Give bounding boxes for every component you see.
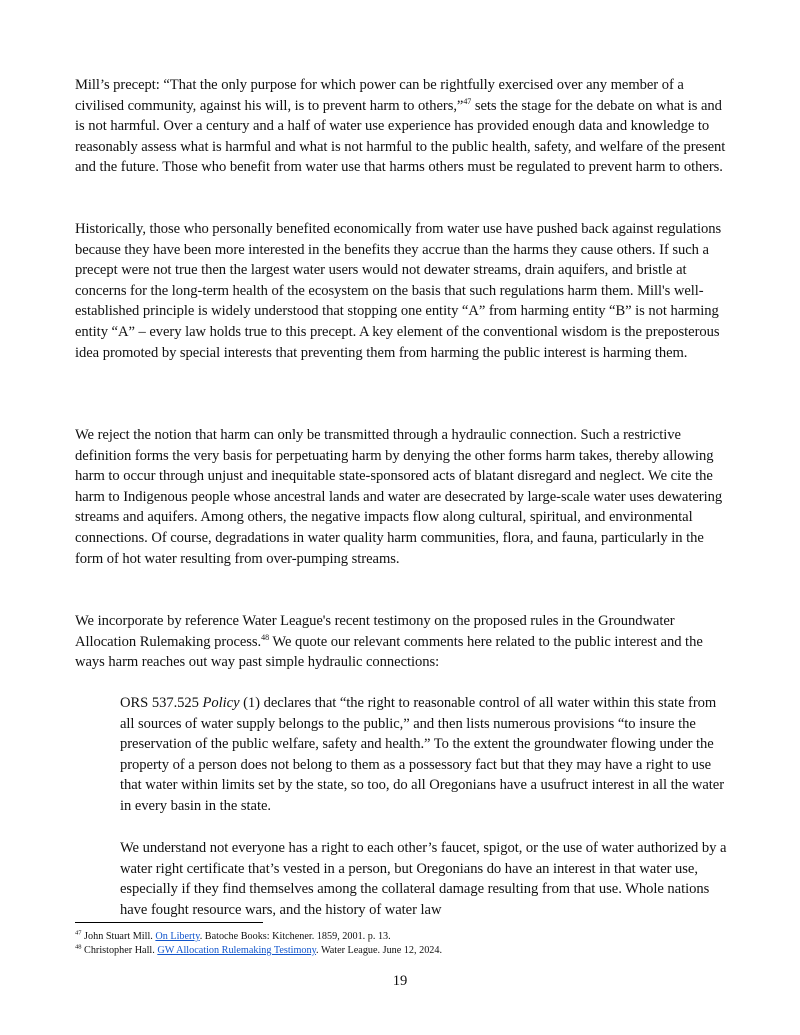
paragraph-text: We incorporate by reference Water League's recent testimony on the proposed rules in the Groundwater Allocation Rulemaking process.	[75, 613, 675, 650]
footnote-text: John Stuart Mill.	[81, 931, 156, 942]
paragraph-text: We quote our relevant comments here related to the public interest and the ways harm reaches out way past simple hydraulic connections:	[75, 633, 703, 671]
footnote-text: . Batoche Books: Kitchener. 1859, 2001. p. 13.	[199, 931, 391, 942]
quote-text: ORS 537.525	[120, 695, 203, 711]
quote-text: (1) declares that “the right to reasonable control of all water within this state from all sources of water supply belongs to the public,” and then lists numerous provisions “to insure the preservation of the public welfare, safety and health.” To the extent the groundwater flowing under the property of a person does not belong to them as a possessory fact but that they may have a right to use that water within limits set by the state, so too, do all Oregonians have a usufruct interest in all the water in every basin in the state.	[120, 695, 725, 814]
footnote-text: . Water League. June 12, 2024.	[316, 945, 443, 956]
paragraph-historically: Historically, those who personally benefited economically from water use have pushed back against regulations because they have been more interested in the benefits they accrue than the harms they cause others. If such a precept were not true then the largest water users would not dewater streams, drain aquifers, and bristle at concerns for the long-term health of the ecosystem on the basis that such regulations harm them. Mill's well-established principle is widely understood that stopping one entity “A” from harming entity “B” is not harming entity “A” – every law holds true to this precept. A key element of the conventional wisdom is the preposterous idea promoted by special interests that preventing them from harming the public interest is harming them.	[75, 221, 722, 361]
block-quote-ors	[120, 693, 728, 817]
footnote-48	[75, 945, 442, 957]
paragraph-text: sets the stage for the debate on what is and is not harmful. Over a century and a half of water use experience has provided enough data and knowledge to reasonably assess what is harmful and what is not harmful to the public health, safety, and welfare of the present and the future. Those who benefit from water use that harms others must be regulated to prevent harm to others.	[75, 97, 726, 176]
footnote-number: 47	[75, 929, 82, 937]
block-quote-understand: We understand not everyone has a right to each other’s faucet, spigot, or the use of water authorized by a water right certificate that’s vested in a person, but Oregonians do have an interest in that water use, especially if they find themselves among the collateral damage resulting from that use. Whole nations have fought resource wars, and the history of water law	[120, 840, 727, 918]
paragraph-text: Mill’s precept: “That the only purpose for which power can be rightfully exercised over any member of a civilised community, against his will, is to prevent harm to others,”	[75, 77, 684, 114]
paragraph-mill-precept	[75, 75, 727, 178]
footnote-divider	[75, 922, 263, 923]
paragraph-reject-notion: We reject the notion that harm can only be transmitted through a hydraulic connection. Such a restrictive definition forms the very basis for perpetuating harm by denying the other forms harm takes, thereby allowing harm to occur through unjust and inequitable state-sponsored acts of blatant disregard and neglect. We cite the harm to Indigenous people whose ancestral lands and water are desecrated by large-scale water uses dewatering streams and aquifers. Among others, the negative impacts flow along cultural, spiritual, and environmental connections. Of course, degradations in water quality harm communities, flora, and fauna, particularly in the form of hot water resulting from over-pumping streams.	[75, 427, 723, 567]
footnote-link-gw-testimony[interactable]: GW Allocation Rulemaking Testimony	[157, 945, 317, 956]
footnote-link-on-liberty[interactable]: On Liberty	[155, 931, 200, 942]
page-number: 19	[392, 973, 408, 989]
quote-italic-policy: Policy	[202, 695, 240, 711]
footnote-47	[75, 931, 391, 943]
footnote-ref-47[interactable]: 47	[463, 96, 472, 106]
paragraph-incorporate	[75, 611, 727, 673]
footnote-ref-48[interactable]: 48	[261, 632, 270, 642]
footnote-number: 48	[75, 943, 82, 951]
footnote-text: Christopher Hall.	[81, 945, 158, 956]
